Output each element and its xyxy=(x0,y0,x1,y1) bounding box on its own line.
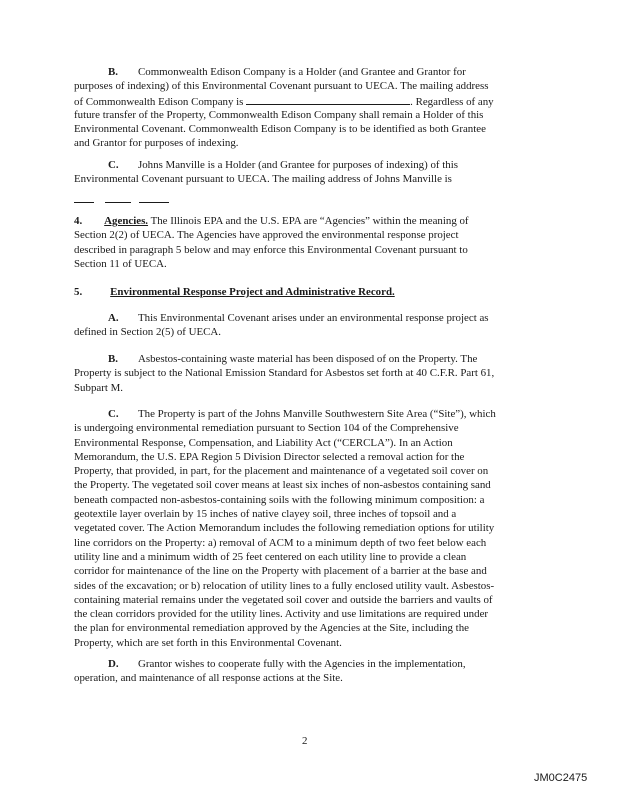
paragraph-line: and Grantor for purposes of indexing. xyxy=(74,137,239,150)
paragraph-line: operation, and maintenance of all response actions at the Site. xyxy=(74,672,343,685)
section-number: 5. xyxy=(74,286,83,298)
paragraph-line: A. This Environmental Covenant arises under an environmental response project as xyxy=(108,312,489,324)
paragraph-line: sides of the excavation; or b) relocation of utility lines to a fully enclosed utility vault. Asbestos- xyxy=(74,579,495,592)
paragraph-label: D. xyxy=(108,658,119,670)
paragraph-line: C. Johns Manville is a Holder (and Grantee for purposes of indexing) of this xyxy=(108,159,458,171)
paragraph-label: A. xyxy=(108,312,119,324)
paragraph-label: B. xyxy=(108,353,118,365)
paragraph-line: purposes of indexing) of this Environmental Covenant pursuant to UECA. The mailing address xyxy=(74,80,489,93)
paragraph-line: vegetated cover. The Action Memorandum includes the following remediation options for utility xyxy=(74,522,495,535)
paragraph-5c xyxy=(74,407,542,650)
paragraph-line: Environmental Covenant pursuant to UECA. The mailing address of Johns Manville is xyxy=(74,173,452,186)
paragraph-line: the plan for environmental remediation approved by the Agencies at the Site, including the xyxy=(74,622,469,635)
paragraph-line: Property, which are set forth in this Environmental Covenant. xyxy=(74,636,342,649)
section-heading: Agencies. xyxy=(104,215,149,227)
section-4-agencies xyxy=(74,214,542,271)
paragraph-c-johns-manville xyxy=(74,158,542,206)
paragraph-line: Section 2(2) of UECA. The Agencies have approved the environmental response project xyxy=(74,229,459,242)
section-5-heading xyxy=(74,285,542,299)
paragraph-line: Property is subject to the National Emission Standard for Asbestos set forth at 40 C.F.R. Part 61, xyxy=(74,367,495,380)
paragraph-line: B. Commonwealth Edison Company is a Holder (and Grantee and Grantor for xyxy=(108,66,466,78)
section-number: 4. xyxy=(74,215,83,227)
paragraph-line: corridor for maintenance of the line on the Property with placement of a barrier at the base and xyxy=(74,565,487,578)
address-blank xyxy=(246,94,410,105)
paragraph-line: future transfer of the Property, Commonwealth Edison Company shall remain a Holder of this xyxy=(74,108,484,121)
paragraph-line: Property, that provided, in part, for the placement and maintenance of a vegetated soil cover on xyxy=(74,465,489,478)
paragraph-line: utility line and a minimum width of 25 feet centered on each utility line to provide a clean xyxy=(74,550,467,563)
section-heading: Environmental Response Project and Administrative Record. xyxy=(110,286,395,298)
paragraph-line: Environmental Covenant. Commonwealth Edison Company is to be identified as both Grantee xyxy=(74,123,486,136)
paragraph-5d xyxy=(74,657,542,686)
paragraph-line: Memorandum, the U.S. EPA Region 5 Division Director selected a removal action for the xyxy=(74,450,465,463)
paragraph-line: D. Grantor wishes to cooperate fully with the Agencies in the implementation, xyxy=(108,658,466,670)
paragraph-line: C. The Property is part of the Johns Manville Southwestern Site Area (“Site”), which xyxy=(108,408,496,420)
page-number: 2 xyxy=(302,735,308,747)
paragraph-label: B. xyxy=(108,66,118,78)
paragraph-line: Subpart M. xyxy=(74,381,124,394)
paragraph-line: Section 11 of UECA. xyxy=(74,257,167,270)
paragraph-line: beneath compacted non-asbestos-containing soils with the following minimum composition: a xyxy=(74,493,485,506)
paragraph-5a xyxy=(74,311,542,340)
paragraph-label: C. xyxy=(108,159,119,171)
paragraph-line: defined in Section 2(5) of UECA. xyxy=(74,326,221,339)
paragraph-line: Environmental Response, Compensation, and Liability Act (“CERCLA”). In an Action xyxy=(74,436,453,449)
bates-number: JM0C2475 xyxy=(534,772,588,784)
paragraph-line: the Property. The vegetated soil cover means at least six inches of non-asbestos containing sand xyxy=(74,479,491,492)
paragraph-label: C. xyxy=(108,408,119,420)
paragraph-line: geotextile layer overlain by 15 inches of native clayey soil, three inches of topsoil and a xyxy=(74,508,457,521)
paragraph-line: is undergoing environmental remediation pursuant to Section 104 of the Comprehensive xyxy=(74,422,459,435)
paragraph-line: 4. Agencies. The Illinois EPA and the U.S. EPA are “Agencies” within the meaning of xyxy=(74,215,469,227)
paragraph-line: B. Asbestos-containing waste material has been disposed of on the Property. The xyxy=(108,353,478,365)
address-blanks xyxy=(74,192,542,206)
paragraph-line: the clean corridors provided for the utility lines. Activity and use limitations are required under xyxy=(74,608,489,621)
paragraph-line: of Commonwealth Edison Company is . Regardless of any xyxy=(74,95,494,108)
paragraph-5b xyxy=(74,352,542,395)
paragraph-line: containing material remains under the vegetated soil cover and outside the barriers and vaults of xyxy=(74,593,493,606)
paragraph-b-comed xyxy=(74,65,542,151)
paragraph-line: described in paragraph 5 below and may enforce this Environmental Covenant pursuant to xyxy=(74,243,468,256)
paragraph-line: line corridors on the Property: a) removal of ACM to a minimum depth of two feet below each xyxy=(74,536,487,549)
